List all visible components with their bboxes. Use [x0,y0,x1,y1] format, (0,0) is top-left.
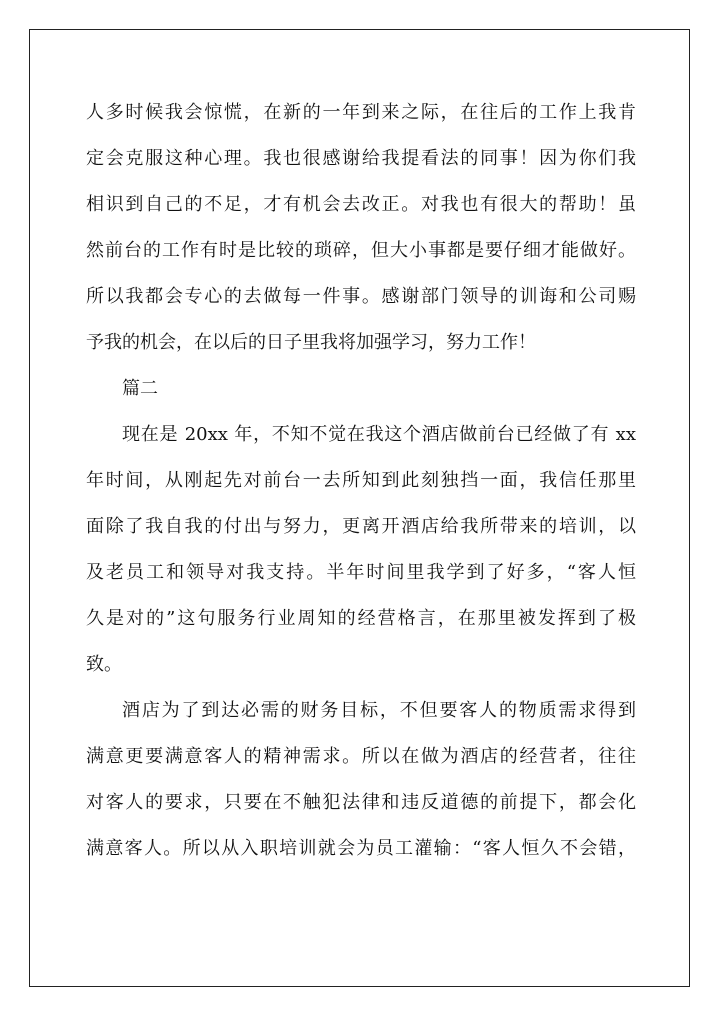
paragraph-line: 相识到自己的不足，才有机会去改正。对我也有很大的帮助！虽 [86,194,636,215]
paragraph-line: 满意客人。所以从入职培训就会为员工灌输：“客人恒久不会错， [86,838,636,859]
paragraph-line: 及老员工和领导对我支持。半年时间里我学到了好多，“客人恒 [86,562,636,583]
paragraph-line: 人多时候我会惊慌，在新的一年到来之际，在往后的工作上我肯 [86,102,636,123]
paragraph-line: 定会克服这种心理。我也很感谢给我提看法的同事！因为你们我 [86,148,636,169]
paragraph-line: 致。 [86,654,122,675]
paragraph-line: 现在是 20xx 年，不知不觉在我这个酒店做前台已经做了有 xx [122,424,636,445]
paragraph-line: 久是对的”这句服务行业周知的经营格言，在那里被发挥到了极 [86,608,636,629]
paragraph-line: 然前台的工作有时是比较的琐碎，但大小事都是要仔细才能做好。 [86,240,636,261]
paragraph-line: 满意更要满意客人的精神需求。所以在做为酒店的经营者，往往 [86,746,636,767]
paragraph-line: 年时间，从刚起先对前台一去所知到此刻独挡一面，我信任那里 [86,470,636,491]
section-heading: 篇二 [122,378,158,399]
paragraph-line: 予我的机会，在以后的日子里我将加强学习，努力工作！ [86,332,536,353]
paragraph-line: 所以我都会专心的去做每一件事。感谢部门领导的训诲和公司赐 [86,286,636,307]
paragraph-line: 对客人的要求，只要在不触犯法律和违反道德的前提下，都会化 [86,792,636,813]
paragraph-line: 面除了我自我的付出与努力，更离开酒店给我所带来的培训，以 [86,516,636,537]
paragraph-line: 酒店为了到达必需的财务目标，不但要客人的物质需求得到 [122,700,636,721]
